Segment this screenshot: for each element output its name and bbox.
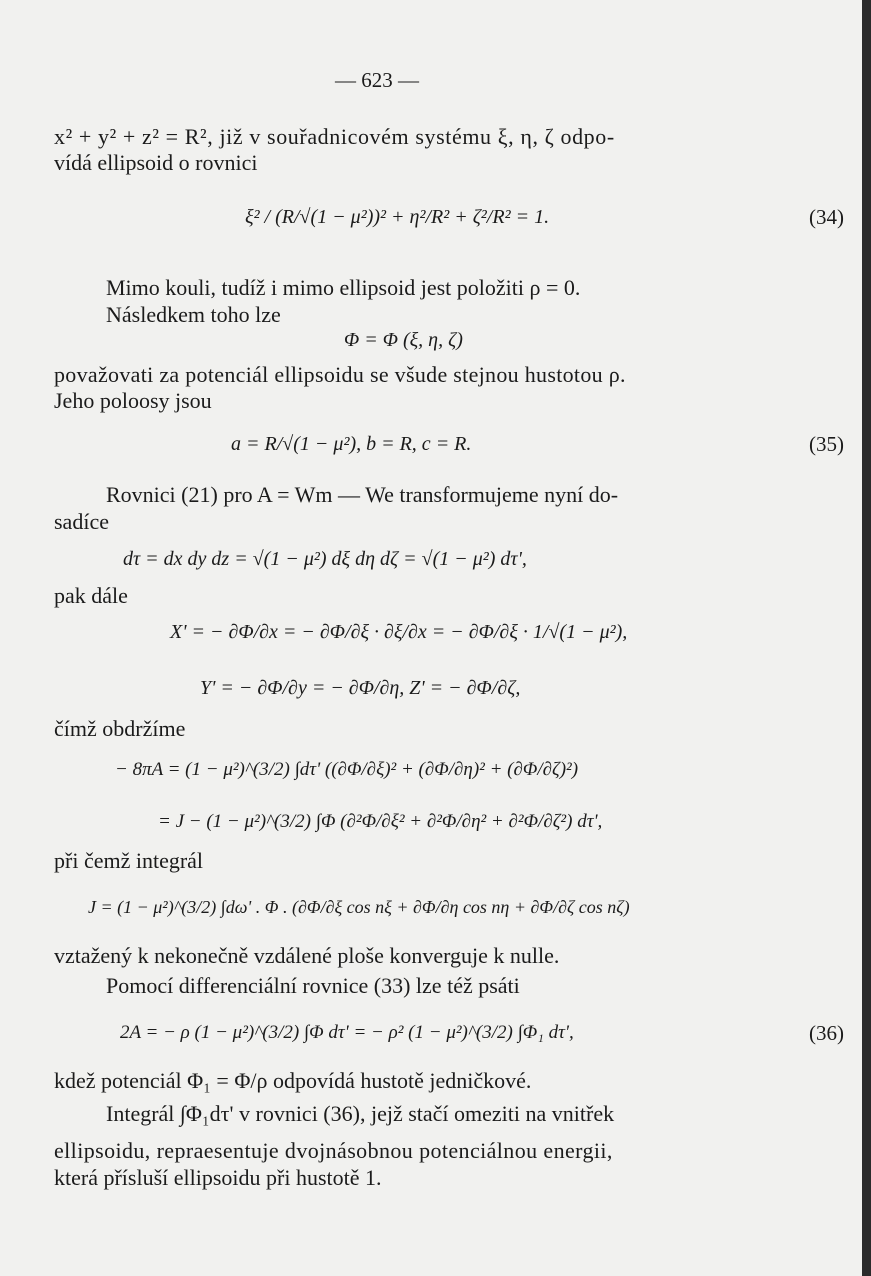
text-line-14: kdež potenciál Φ₁ = Φ/ρ odpovídá hustotě jedničkové. (54, 1068, 532, 1093)
equation-36: 2A = − ρ (1 − μ²)^(3/2) ∫Φ dτ' = − ρ² (1 − μ²)^(3/2) ∫Φ₁ dτ', (120, 1022, 574, 1043)
equation-J: J = (1 − μ²)^(3/2) ∫dω' . Φ . (∂Φ/∂ξ cos nξ + ∂Φ/∂η cos nη + ∂Φ/∂ζ cos nζ) (88, 897, 630, 917)
equation-A2: = J − (1 − μ²)^(3/2) ∫Φ (∂²Φ/∂ξ² + ∂²Φ/∂η² + ∂²Φ/∂ζ²) dτ', (158, 811, 603, 832)
equation-YZ: Y' = − ∂Φ/∂y = − ∂Φ/∂η, Z' = − ∂Φ/∂ζ, (200, 677, 521, 699)
text-line-1: x² + y² + z² = R², již v souřadnicovém systému ξ, η, ζ odpo- (54, 124, 615, 149)
text-line-12: vztažený k nekonečně vzdálené ploše konverguje k nulle. (54, 943, 560, 968)
text-line-11: při čemž integrál (54, 848, 204, 873)
text-line-3: Mimo kouli, tudíž i mimo ellipsoid jest položiti ρ = 0. (106, 275, 581, 300)
equation-A1: − 8πA = (1 − μ²)^(3/2) ∫dτ' ((∂Φ/∂ξ)² + (∂Φ/∂η)² + (∂Φ/∂ζ)²) (115, 759, 579, 780)
equation-X: X' = − ∂Φ/∂x = − ∂Φ/∂ξ · ∂ξ/∂x = − ∂Φ/∂ξ · 1/√(1 − μ²), (170, 621, 628, 643)
equation-35: a = R/√(1 − μ²), b = R, c = R. (231, 433, 472, 455)
text-line-9: pak dále (54, 583, 128, 608)
text-line-17: která přísluší ellipsoidu při hustotě 1. (54, 1165, 382, 1190)
page-edge-shadow (862, 0, 871, 1276)
text-line-6: Jeho poloosy jsou (54, 388, 212, 413)
text-line-2: vídá ellipsoid o rovnici (54, 150, 258, 175)
equation-number-35: (35) (809, 432, 844, 456)
equation-number-34: (34) (809, 205, 844, 229)
text-line-16: ellipsoidu, repraesentuje dvojnásobnou potenciálnou energii, (54, 1138, 613, 1163)
equation-34: ξ² / (R/√(1 − μ²))² + η²/R² + ζ²/R² = 1. (245, 206, 550, 228)
text-line-4: Následkem toho lze (106, 302, 281, 327)
text-line-10: čímž obdržíme (54, 716, 186, 741)
equation-number-36: (36) (809, 1021, 844, 1045)
text-line-5: považovati za potenciál ellipsoidu se všude stejnou hustotou ρ. (54, 362, 626, 387)
equation-phi: Φ = Φ (ξ, η, ζ) (344, 329, 463, 351)
text-line-15: Integrál ∫Φ₁dτ' v rovnici (36), jejž stačí omeziti na vnitřek (106, 1101, 615, 1126)
page-number: — 623 — (335, 68, 419, 92)
text-line-7: Rovnici (21) pro A = Wm — We transformujeme nyní do- (106, 482, 619, 507)
text-line-8: sadíce (54, 509, 109, 534)
equation-dtau: dτ = dx dy dz = √(1 − μ²) dξ dη dζ = √(1 − μ²) dτ', (123, 548, 527, 570)
text-line-13: Pomocí differenciální rovnice (33) lze též psáti (106, 973, 520, 998)
